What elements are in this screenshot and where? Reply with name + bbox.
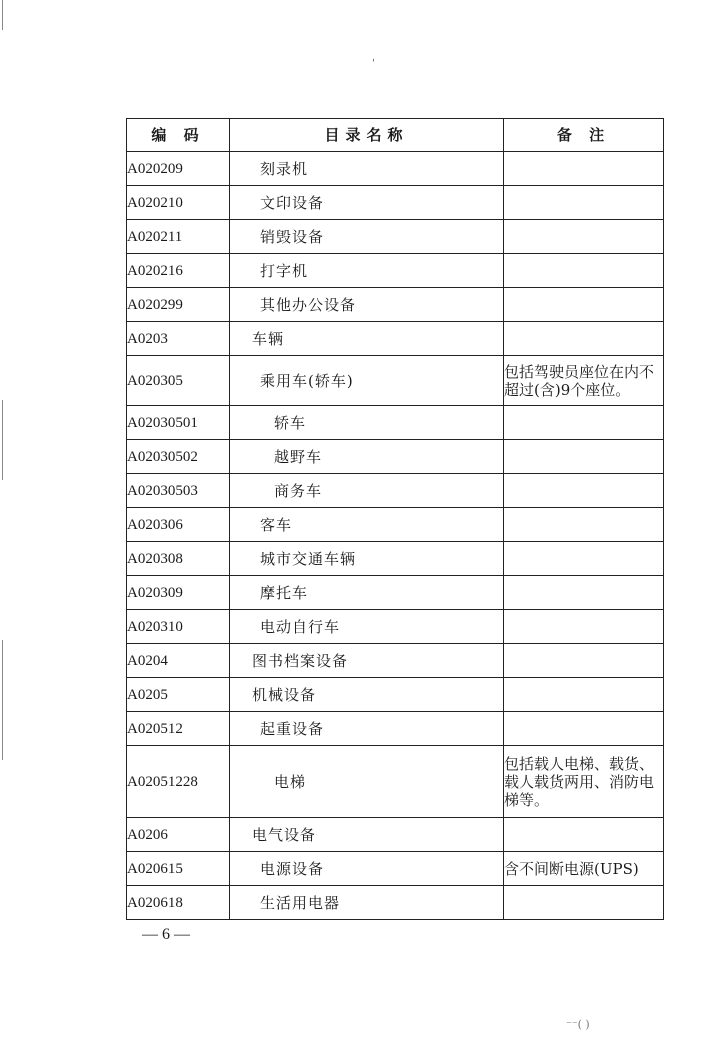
table-row: [127, 356, 664, 406]
row-code: A0204: [127, 644, 230, 678]
table-row: [127, 152, 664, 186]
row-name: 车辆: [230, 322, 504, 356]
row-name: 电梯: [230, 746, 504, 818]
row-note: [504, 322, 664, 356]
row-name: 乘用车(轿车): [230, 356, 504, 406]
row-code: A020209: [127, 152, 230, 186]
table-row: [127, 440, 664, 474]
row-code: A020306: [127, 508, 230, 542]
row-note: [504, 542, 664, 576]
row-code: A020210: [127, 186, 230, 220]
row-name: 销毁设备: [230, 220, 504, 254]
row-name: 刻录机: [230, 152, 504, 186]
row-note: [504, 886, 664, 920]
row-code: A020512: [127, 712, 230, 746]
row-name: 客车: [230, 508, 504, 542]
row-name: 商务车: [230, 474, 504, 508]
table-row: [127, 474, 664, 508]
row-note: [504, 254, 664, 288]
row-name: 电源设备: [230, 852, 504, 886]
row-name: 越野车: [230, 440, 504, 474]
row-code: A020309: [127, 576, 230, 610]
table-row: [127, 712, 664, 746]
row-code: A020211: [127, 220, 230, 254]
row-note: [504, 644, 664, 678]
row-code: A0206: [127, 818, 230, 852]
table-row: [127, 746, 664, 818]
row-name: 电动自行车: [230, 610, 504, 644]
row-code: A020305: [127, 356, 230, 406]
table-row: [127, 406, 664, 440]
table-row: [127, 288, 664, 322]
table-row: [127, 220, 664, 254]
catalog-table: [126, 118, 664, 920]
row-code: A020618: [127, 886, 230, 920]
row-note: 包括驾驶员座位在内不超过(含)9个座位。: [504, 356, 664, 406]
row-name: 电气设备: [230, 818, 504, 852]
row-code: A02030501: [127, 406, 230, 440]
row-name: 其他办公设备: [230, 288, 504, 322]
row-name: 生活用电器: [230, 886, 504, 920]
row-note: [504, 610, 664, 644]
row-note: [504, 576, 664, 610]
row-note: [504, 220, 664, 254]
table-row: [127, 678, 664, 712]
row-note: 含不间断电源(UPS): [504, 852, 664, 886]
row-name: 图书档案设备: [230, 644, 504, 678]
table-row: [127, 886, 664, 920]
header-note: 备 注: [504, 119, 664, 152]
header-code: 编 码: [127, 119, 230, 152]
row-note: 包括载人电梯、载货、载人载货两用、消防电梯等。: [504, 746, 664, 818]
scan-margin-line-middle: [2, 400, 3, 480]
row-code: A0203: [127, 322, 230, 356]
row-code: A020216: [127, 254, 230, 288]
row-name: 城市交通车辆: [230, 542, 504, 576]
table-row: [127, 576, 664, 610]
row-code: A0205: [127, 678, 230, 712]
header-name: 目录名称: [230, 119, 504, 152]
row-note: [504, 406, 664, 440]
row-code: A020308: [127, 542, 230, 576]
row-code: A020310: [127, 610, 230, 644]
row-note: [504, 152, 664, 186]
table-row: [127, 644, 664, 678]
row-note: [504, 818, 664, 852]
page-number: — 6 —: [142, 926, 190, 943]
row-note: [504, 712, 664, 746]
table-row: [127, 610, 664, 644]
scan-margin-line-lower: [2, 640, 3, 760]
table-row: [127, 818, 664, 852]
row-code: A02030503: [127, 474, 230, 508]
row-note: [504, 440, 664, 474]
scan-mark: ⁻⁻( ): [566, 1018, 590, 1031]
row-note: [504, 508, 664, 542]
row-name: 机械设备: [230, 678, 504, 712]
row-note: [504, 678, 664, 712]
row-note: [504, 288, 664, 322]
scan-speck: ˌ: [372, 50, 376, 63]
row-code: A02051228: [127, 746, 230, 818]
row-name: 轿车: [230, 406, 504, 440]
row-note: [504, 474, 664, 508]
table-row: [127, 542, 664, 576]
row-name: 文印设备: [230, 186, 504, 220]
table-header-row: [127, 119, 664, 152]
row-code: A020299: [127, 288, 230, 322]
row-name: 起重设备: [230, 712, 504, 746]
table-row: [127, 852, 664, 886]
scan-margin-line-top: [2, 0, 3, 30]
row-code: A02030502: [127, 440, 230, 474]
table-row: [127, 254, 664, 288]
table-row: [127, 186, 664, 220]
row-name: 打字机: [230, 254, 504, 288]
table-row: [127, 322, 664, 356]
row-note: [504, 186, 664, 220]
table-row: [127, 508, 664, 542]
row-name: 摩托车: [230, 576, 504, 610]
row-code: A020615: [127, 852, 230, 886]
